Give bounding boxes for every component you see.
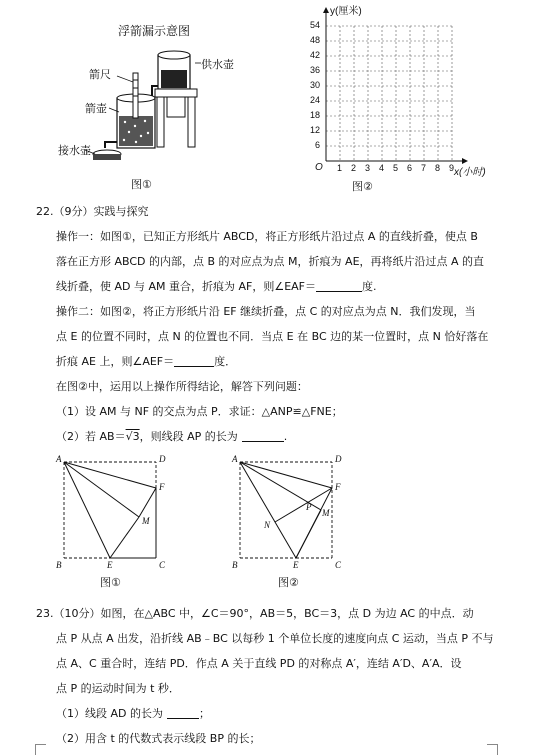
q22-line-7: 在图②中，运用以上操作所得结论，解答下列问题：: [56, 380, 308, 393]
vertex-d: D: [159, 454, 166, 464]
answer-blank-ap[interactable]: [242, 430, 284, 442]
figure-caption-2: 图②: [352, 180, 373, 193]
q23-line-6: （2）用含 t 的代数式表示线段 BP 的长；: [56, 732, 261, 745]
vertex-m: M: [142, 516, 150, 526]
q22-line-6: [56, 355, 236, 369]
q23-line-1: 23.（10分）如图，在△ABC 中，∠C＝90°，AB＝5，BC＝3，点 D 为边 AC 的中点．动: [36, 607, 474, 620]
vertex-d-2: D: [335, 454, 342, 464]
q22-line-3-text: 线折叠，使 AD 与 AM 重合，折痕为 AF，则∠EAF＝: [56, 280, 317, 293]
y-tick-36: 36: [310, 65, 321, 75]
q22-line-9: [56, 430, 287, 444]
vertex-a: A: [56, 454, 62, 464]
y-tick-54: 54: [310, 20, 321, 30]
vertex-p-2: P: [306, 502, 312, 512]
vertex-e-2: E: [293, 560, 299, 570]
clepsydra-figure: [55, 18, 255, 193]
x-tick-1: 1: [337, 163, 343, 173]
q22-line-9-text: （2）若 AB＝: [56, 430, 126, 443]
y-tick-30: 30: [310, 80, 321, 90]
y-tick-12: 12: [310, 125, 321, 135]
label-arrow-pot: 箭壶: [85, 102, 107, 115]
x-tick-8: 8: [435, 163, 441, 173]
corner-mark-left: [35, 744, 46, 755]
y-tick-24: 24: [310, 95, 321, 105]
q23-line-4: 点 P 的运动时间为 t 秒．: [56, 682, 180, 695]
vertex-f: F: [159, 482, 165, 492]
vertex-f-2: F: [335, 482, 341, 492]
x-tick-2: 2: [351, 163, 357, 173]
q22-line-3-unit: 度.: [362, 280, 377, 293]
q22-line-8: （1）设 AM 与 NF 的交点为点 P．求证：△ANP≌△FNE；: [56, 405, 343, 418]
vertex-c-2: C: [335, 560, 342, 570]
q23-line-3: 点 A、C 重合时，连结 PD．作点 A 关于直线 PD 的对称点 A′，连结 A′D、A′A．设: [56, 657, 462, 670]
coordinate-grid-figure: [282, 2, 497, 194]
x-tick-6: 6: [407, 163, 413, 173]
q22-line-2: 落在正方形 ABCD 的内部，点 B 的对应点为点 M，折痕为 AE，再将纸片沿过点 A 的直: [56, 255, 485, 268]
y-tick-48: 48: [310, 35, 321, 45]
vertex-c: C: [159, 560, 166, 570]
vertex-n-2: N: [264, 520, 271, 530]
x-tick-3: 3: [365, 163, 371, 173]
q23-line-5-text: （1）线段 AD 的长为: [56, 707, 163, 720]
vertex-b-2: B: [232, 560, 238, 570]
y-tick-18: 18: [310, 110, 321, 120]
q23-line-5-end: ；: [199, 707, 210, 720]
q22-line-9-mid: ，则线段 AP 的长为: [139, 430, 238, 443]
clepsydra-title: 浮箭漏示意图: [118, 24, 191, 38]
q22-heading: 22.（9分）实践与探究: [36, 205, 149, 218]
figure-caption-4: 图②: [278, 576, 299, 589]
square-fold-figure-2: [228, 450, 358, 595]
sqrt-three: √3: [125, 430, 140, 443]
q22-line-6-text: 折痕 AE 上，则∠AEF＝: [56, 355, 175, 368]
vertex-e: E: [107, 560, 113, 570]
q22-line-1: 操作一：如图①，已知正方形纸片 ABCD，将正方形纸片沿过点 A 的直线折叠，使点 B: [56, 230, 478, 243]
q22-line-3: [56, 280, 377, 294]
q23-line-2: 点 P 从点 A 出发，沿折线 AB﹣BC 以每秒 1 个单位长度的速度向点 C 运动，当点 P 不与: [56, 632, 494, 645]
figure-caption-1: 图①: [131, 178, 152, 191]
x-axis-label: x(小时): [454, 167, 486, 178]
answer-blank-eaf[interactable]: [316, 280, 362, 292]
q22-line-6-unit: 度．: [214, 355, 237, 368]
vertex-a-2: A: [232, 454, 238, 464]
label-receive-pot: 接水壶: [58, 144, 91, 157]
vertex-b: B: [56, 560, 62, 570]
x-tick-4: 4: [379, 163, 385, 173]
vertex-m-2: M: [322, 508, 330, 518]
x-tick-7: 7: [421, 163, 427, 173]
origin-label: O: [315, 162, 323, 173]
answer-blank-aef[interactable]: [174, 355, 214, 367]
answer-blank-ad[interactable]: [167, 707, 199, 719]
figure-caption-3: 图①: [100, 576, 121, 589]
label-supply-pot: 供水壶: [201, 58, 234, 71]
q22-line-4: 操作二：如图②，将正方形纸片沿 EF 继续折叠，点 C 的对应点为点 N．我们发现，当: [56, 305, 476, 318]
y-axis-label: y(厘米): [330, 6, 362, 17]
corner-mark-right: [487, 744, 498, 755]
x-tick-9: 9: [449, 163, 455, 173]
y-tick-42: 42: [310, 50, 321, 60]
x-tick-5: 5: [393, 163, 399, 173]
q22-line-9-end: .: [283, 430, 288, 443]
y-tick-6: 6: [315, 140, 321, 150]
label-arrow-rod: 箭尺: [89, 68, 111, 81]
square-fold-figure-1: [52, 450, 182, 595]
q22-line-5: 点 E 的位置不同时，点 N 的位置也不同．当点 E 在 BC 边的某一位置时，点 N 恰好落在: [56, 330, 489, 343]
q23-line-5: [56, 707, 210, 721]
